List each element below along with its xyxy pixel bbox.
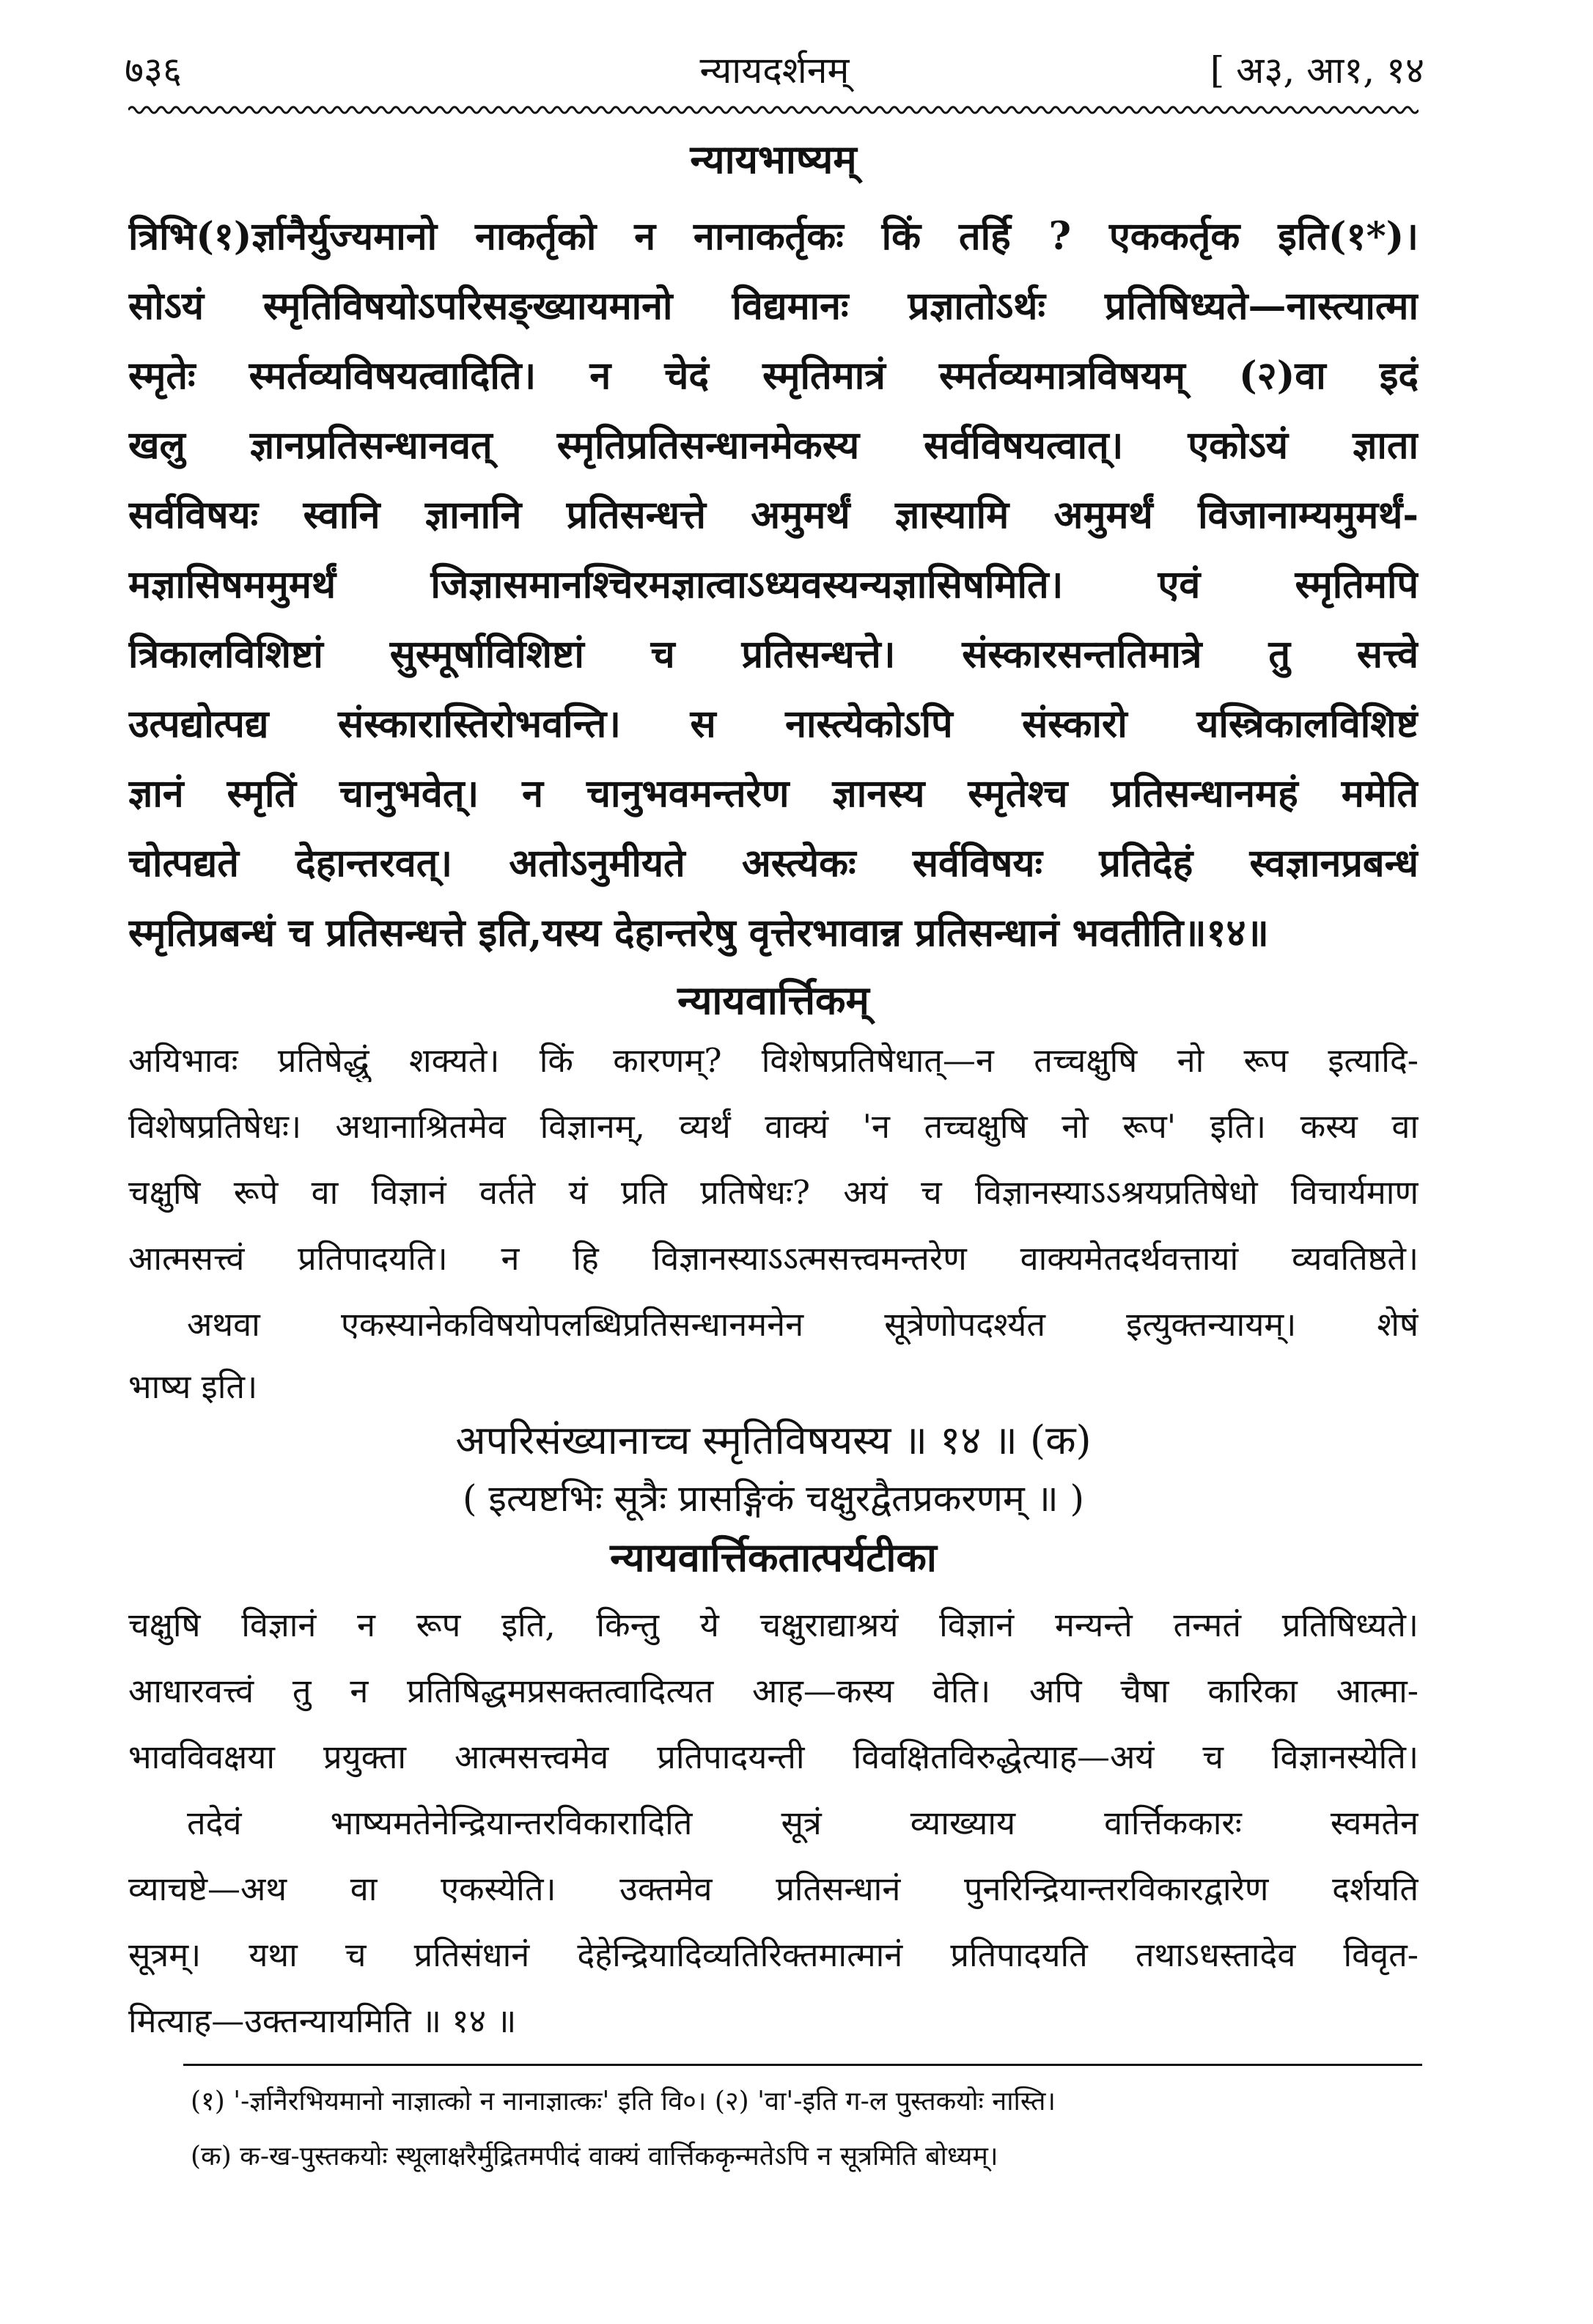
tika-heading: न्यायवार्त्तिकतात्पर्यटीका [610,1534,937,1581]
tika-line: मित्याह—उक्तन्यायमिति ॥ १४ ॥ [128,2001,517,2040]
vartika-line: भाष्य इति। [128,1367,258,1406]
vartika-heading: न्यायवार्त्तिकम् [677,977,869,1023]
page-number: ७३६ [125,49,182,92]
running-header [125,44,1424,103]
header-wavy-rule [128,103,1419,117]
prakarana-text: ( इत्यष्टभिः सूत्रैः प्रासङ्गिकं चक्षुरद्वैतप्रकरणम् ॥ ) [462,1477,1085,1520]
footnote-rule [183,2064,1422,2066]
tika-line: भावविवक्षया प्रयुक्ता आत्मसत्त्वमेव प्रतिपादयन्ती विवक्षितविरुद्धेत्याह—अयं च विज्ञानस्येति। [128,1738,1419,1776]
vartika-line: अथवा एकस्यानेकविषयोपलब्धिप्रतिसन्धानमनेन सूत्रेणोपदर्श्यत इत्युक्तन्यायम्। शेषं [187,1305,1419,1344]
vartika-line: चक्षुषि रूपे वा विज्ञानं वर्तते यं प्रति प्रतिषेधः? अयं च विज्ञानस्याऽऽश्रयप्रतिषेधो विचार्यमाण [128,1173,1419,1212]
section-reference: [ अ३, आ१, १४ [1210,49,1424,92]
footnote: (क) क-ख-पुस्तकयोः स्थूलाक्षरैर्मुद्रितमपीदं वाक्यं वार्त्तिककृन्मतेऽपि न सूत्रमिति बोध्यम्। [191,2141,998,2172]
book-title: न्यायदर्शनम् [699,49,850,92]
bhashya-line: त्रिभि(१)र्ज्ञानैर्युज्यमानो नाकर्तृको न नानाकर्तृकः किं तर्हि ? एककर्तृक इति(१*)। [128,214,1419,259]
tika-line: सूत्रम्। यथा च प्रतिसंधानं देहेन्द्रियादिव्यतिरिक्तमात्मानं प्रतिपादयति तथाऽधस्तादेव विवृत- [128,1935,1419,1974]
bhashya-line: सर्वविषयः स्वानि ज्ञानानि प्रतिसन्धत्ते अमुमर्थं ज्ञास्यामि अमुमर्थं विजानाम्यमुमर्थं- [128,493,1419,537]
bhashya-line: स्मृतेः स्मर्तव्यविषयत्वादिति। न चेदं स्मृतिमात्रं स्मर्तव्यमात्रविषयम् (२)वा इदं [128,353,1419,398]
vartika-line: अयिभावः प्रतिषेद्धुं शक्यते। किं कारणम्? विशेषप्रतिषेधात्—न तच्चक्षुषि नो रूप इत्यादि- [128,1041,1419,1080]
tika-line: चक्षुषि विज्ञानं न रूप इति, किन्तु ये चक्षुराद्याश्रयं विज्ञानं मन्यन्ते तन्मतं प्रतिषिध्यते। [128,1606,1419,1644]
bhashya-line: स्मृतिप्रबन्धं च प्रतिसन्धत्ते इति,यस्य देहान्तरेषु वृत्तेरभावान्न प्रतिसन्धानं भवतीति॥१४॥ [128,911,1269,955]
bhashya-line: चोत्पद्यते देहान्तरवत्। अतोऽनुमीयते अस्त्येकः सर्वविषयः प्रतिदेहं स्वज्ञानप्रबन्धं [128,841,1419,886]
vartika-line: आत्मसत्त्वं प्रतिपादयति। न हि विज्ञानस्याऽऽत्मसत्त्वमन्तरेण वाक्यमेतदर्थवत्तायां व्यवतिष्ठते। [128,1239,1419,1278]
tika-line: व्याचष्टे—अथ वा एकस्येति। उक्तमेव प्रतिसन्धानं पुनरिन्द्रियान्तरविकारद्वारेण दर्शयति [128,1869,1419,1908]
bhashya-line: सोऽयं स्मृतिविषयोऽपरिसङ्ख्यायमानो विद्यमानः प्रज्ञातोऽर्थः प्रतिषिध्यते—नास्त्यात्मा [128,284,1419,328]
footnote: (१) '-र्ज्ञानैरभियमानो नाज्ञात्को न नानाज्ञात्कः' इति वि०। (२) 'वा'-इति ग-ल पुस्तकयोः नास्ति। [191,2086,1056,2117]
bhashya-line: उत्पद्योत्पद्य संस्कारास्तिरोभवन्ति। स नास्त्येकोऽपि संस्कारो यस्त्रिकालविशिष्टं [128,702,1419,746]
bhashya-line: त्रिकालविशिष्टां सुस्मूर्षाविशिष्टां च प्रतिसन्धत्ते। संस्कारसन्ततिमात्रे तु सत्त्वे [128,632,1419,677]
bhashya-heading: न्यायभाष्यम् [690,136,857,183]
tika-line: आधारवत्त्वं तु न प्रतिषिद्धमप्रसक्तत्वादित्यत आह—कस्य वेति। अपि चैषा कारिका आत्मा- [128,1672,1419,1710]
bhashya-line: ज्ञानं स्मृतिं चानुभवेत्। न चानुभवमन्तरेण ज्ञानस्य स्मृतेश्च प्रतिसन्धानमहं ममेति [128,771,1419,816]
tika-line: तदेवं भाष्यमतेनेन्द्रियान्तरविकारादिति सूत्रं व्याख्याय वार्त्तिककारः स्वमतेन [187,1803,1419,1842]
bhashya-line: खलु ज्ञानप्रतिसन्धानवत् स्मृतिप्रतिसन्धानमेकस्य सर्वविषयत्वात्। एकोऽयं ज्ञाता [128,423,1419,468]
sutra-text: अपरिसंख्यानाच्च स्मृतिविषयस्य ॥ १४ ॥ (क) [455,1417,1092,1463]
vartika-line: विशेषप्रतिषेधः। अथानाश्रितमेव विज्ञानम्, व्यर्थं वाक्यं 'न तच्चक्षुषि नो रूप' इति। कस्य वा [128,1107,1419,1146]
bhashya-line: मज्ञासिषममुमर्थं जिज्ञासमानश्चिरमज्ञात्वाऽध्यवस्यन्यज्ञासिषमिति। एवं स्मृतिमपि [128,562,1419,607]
